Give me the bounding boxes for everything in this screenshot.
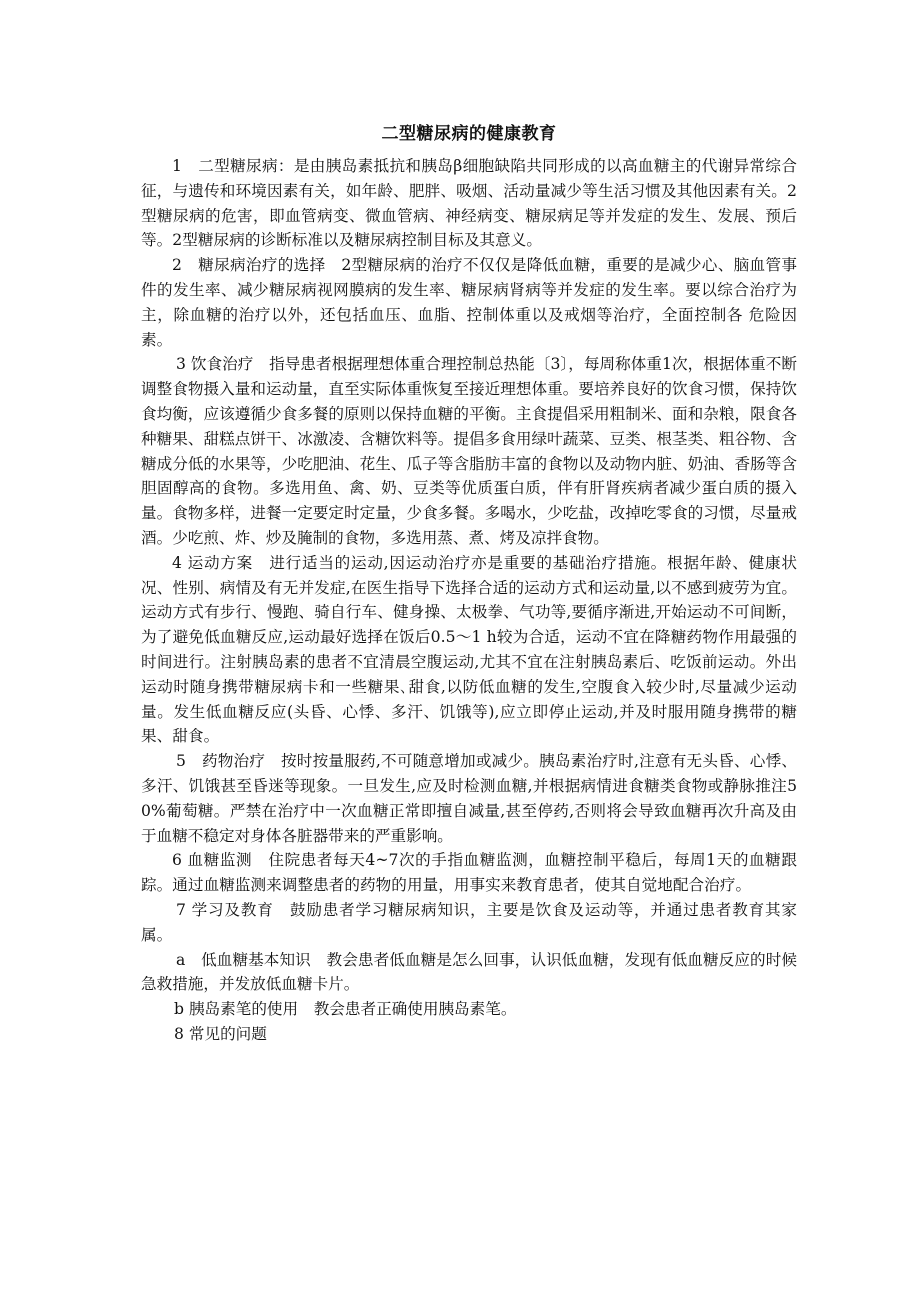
paragraph-common-questions: 8 常见的问题 [174, 1024, 267, 1043]
paragraph-drug-therapy: 5 药物治疗 按时按量服药,不可随意增加或减少。胰岛素治疗时,注意有无头昏、心悸、多汗、饥饿甚至昏迷等现象。一旦发生,应及时检测血糖,并根据病情进食糖类食物或静脉推注50%葡萄糖。严禁在治疗中一次血糖正常即擅自减量,甚至停药,否则将会导致血糖再次升高及由于血糖不稳定对身体各脏器带来的严重影响。 [141, 752, 797, 845]
paragraph-learning-education: 7 学习及教育 鼓励患者学习糖尿病知识，主要是饮食及运动等，并通过患者教育其家属。 [141, 900, 797, 944]
paragraph-exercise-plan: 4 运动方案 进行适当的运动,因运动治疗亦是重要的基础治疗措施。根据年龄、健康状况、性别、病情及有无并发症,在医生指导下选择合适的运动方式和运动量,以不感到疲劳为宜。运动方式有步行、慢跑、骑自行车、健身操、太极拳、气功等,要循序渐进,开始运动不可间断，为了避免低血糖反应,运动最好选择在饭后0.5～1 h较为合适，运动不宜在降糖药物作用最强的时间进行。注射胰岛素的患者不宜清晨空腹运动,尤其不宜在注射胰岛素后、吃饭前运动。外出运动时随身携带糖尿病卡和一些糖果､甜食,以防低血糖的发生,空腹食入较少时,尽量减少运动量。发生低血糖反应(头昏、心悸、多汗、饥饿等),应立即停止运动,并及时服用随身携带的糖果、甜食。 [141, 553, 797, 746]
document-title: 二型糖尿病的健康教育 [381, 124, 557, 144]
paragraph-type2-diabetes-definition: 1 二型糖尿病：是由胰岛素抵抗和胰岛β细胞缺陷共同形成的以高血糖主的代谢异常综合征，与遗传和环境因素有关，如年龄、肥胖、吸烟、活动量减少等生活习惯及其他因素有关。2型糖尿病的危害，即血管病变、微血管病、神经病变、糖尿病足等并发症的发生、发展、预后等。2型糖尿病的诊断标准以及糖尿病控制目标及其意义。 [141, 157, 797, 250]
paragraph-hypoglycemia-knowledge: a 低血糖基本知识 教会患者低血糖是怎么回事，认识低血糖，发现有低血糖反应的时候急救措施，并发放低血糖卡片。 [141, 950, 797, 994]
document-page [141, 118, 797, 1047]
paragraph-diet-therapy: 3 饮食治疗 指导患者根据理想体重合理控制总热能〔3〕，每周称体重1次，根据体重不断调整食物摄入量和运动量，直至实际体重恢复至接近理想体重。要培养良好的饮食习惯，保持饮食均衡，应该遵循少食多餐的原则以保持血糖的平衡。主食提倡采用粗制米、面和杂粮，限食各种糖果、甜糕点饼干、冰激凌、含糖饮料等。提倡多食用绿叶蔬菜、豆类、根茎类、粗谷物、含糖成分低的水果等，少吃肥油、花生、瓜子等含脂肪丰富的食物以及动物内脏、奶油、香肠等含胆固醇高的食物。多选用鱼、禽、奶、豆类等优质蛋白质，伴有肝肾疾病者减少蛋白质的摄入量。食物多样，进餐一定要定时定量，少食多餐。多喝水，少吃盐，改掉吃零食的习惯，尽量戒酒。少吃煎、炸、炒及腌制的食物，多选用蒸、煮、烤及凉拌食物。 [141, 355, 797, 547]
paragraph-treatment-choice: 2 糖尿病治疗的选择 2型糖尿病的治疗不仅仅是降低血糖，重要的是减少心、脑血管事件的发生率、减少糖尿病视网膜病的发生率、糖尿病肾病等并发症的发生率。要以综合治疗为主，除血糖的治疗以外，还包括血压、血脂、控制体重以及戒烟等治疗，全面控制各 危险因素。 [141, 256, 797, 349]
paragraph-insulin-pen-use: b 胰岛素笔的使用 教会患者正确使用胰岛素笔。 [174, 1000, 517, 1019]
paragraph-glucose-monitoring: 6 血糖监测 住院患者每天4~7次的手指血糖监测，血糖控制平稳后，每周1天的血糖跟踪。通过血糖监测来调整患者的药物的用量，用事实来教育患者，使其自觉地配合治疗。 [141, 851, 797, 895]
